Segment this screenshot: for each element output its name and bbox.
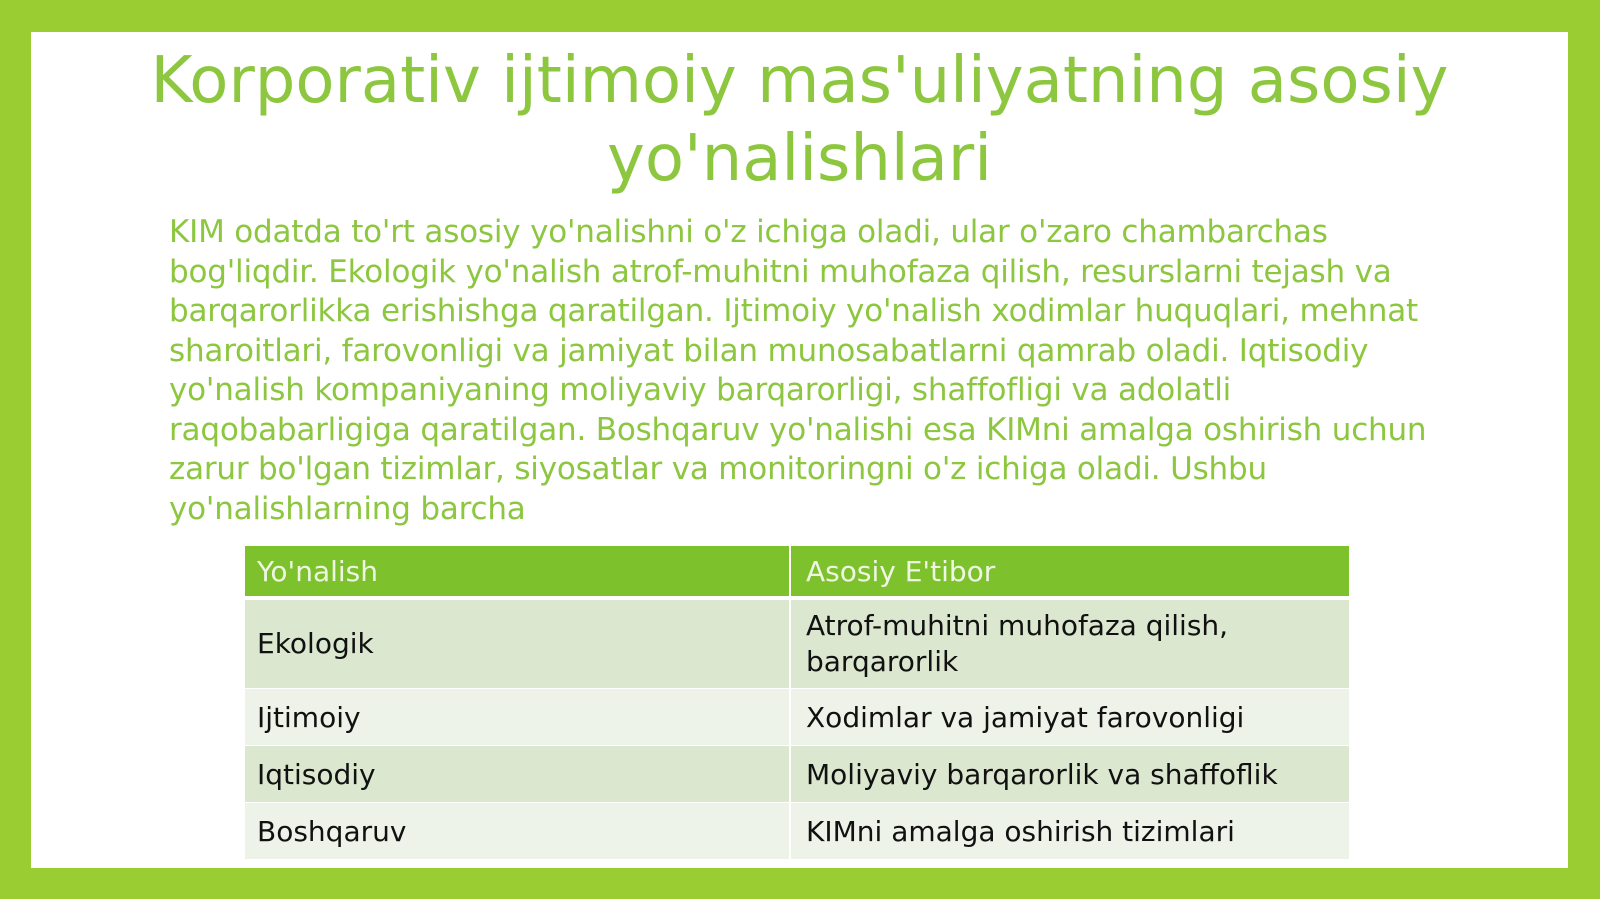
table-cell-focus: Moliyaviy barqarorlik va shaffoflik (790, 746, 1349, 803)
table-cell-focus: KIMni amalga oshirish tizimlari (790, 803, 1349, 860)
table-row (245, 689, 1349, 746)
slide-body-text: KIM odatda to'rt asosiy yo'nalishni o'z ichiga oladi, ular o'zaro chambarchas bog'liqdir. Ekologik yo'nalish atrof-muhitni muhofaza qilish, resurslarni tejash va barqarorlikka erishishga qaratilgan. Ijtimoiy yo'nalish xodimlar huquqlari, mehnat sharoitlari, farovonligi va jamiyat bilan munosabatlarni qamrab oladi. Iqtisodiy yo'nalish kompaniyaning moliyaviy barqarorligi, shaffofligi va adolatli raqobabarligiga qaratilgan. Boshqaruv yo'nalishi esa KIMni amalga oshirish uchun zarur bo'lgan tizimlar, siyosatlar va monitoringni o'z ichiga oladi. Ushbu yo'nalishlarning barcha (169, 214, 1427, 527)
table-row (245, 803, 1349, 860)
table-cell-direction: Boshqaruv (245, 803, 790, 860)
table-cell-direction: Ijtimoiy (245, 689, 790, 746)
table-cell-focus: Xodimlar va jamiyat farovonligi (790, 689, 1349, 746)
table-cell-direction: Ekologik (245, 598, 790, 689)
table-header-direction: Yo'nalish (245, 546, 790, 598)
table-header-focus: Asosiy E'tibor (790, 546, 1349, 598)
slide (31, 32, 1568, 868)
table-row (245, 746, 1349, 803)
table-row (245, 598, 1349, 689)
table-header-row (245, 546, 1349, 598)
directions-table (245, 546, 1349, 860)
slide-title: Korporativ ijtimoiy mas'uliyatning asosiy yo'nalishlari (150, 44, 1449, 196)
table-cell-direction: Iqtisodiy (245, 746, 790, 803)
table-cell-focus: Atrof-muhitni muhofaza qilish, barqarorlik (790, 598, 1349, 689)
